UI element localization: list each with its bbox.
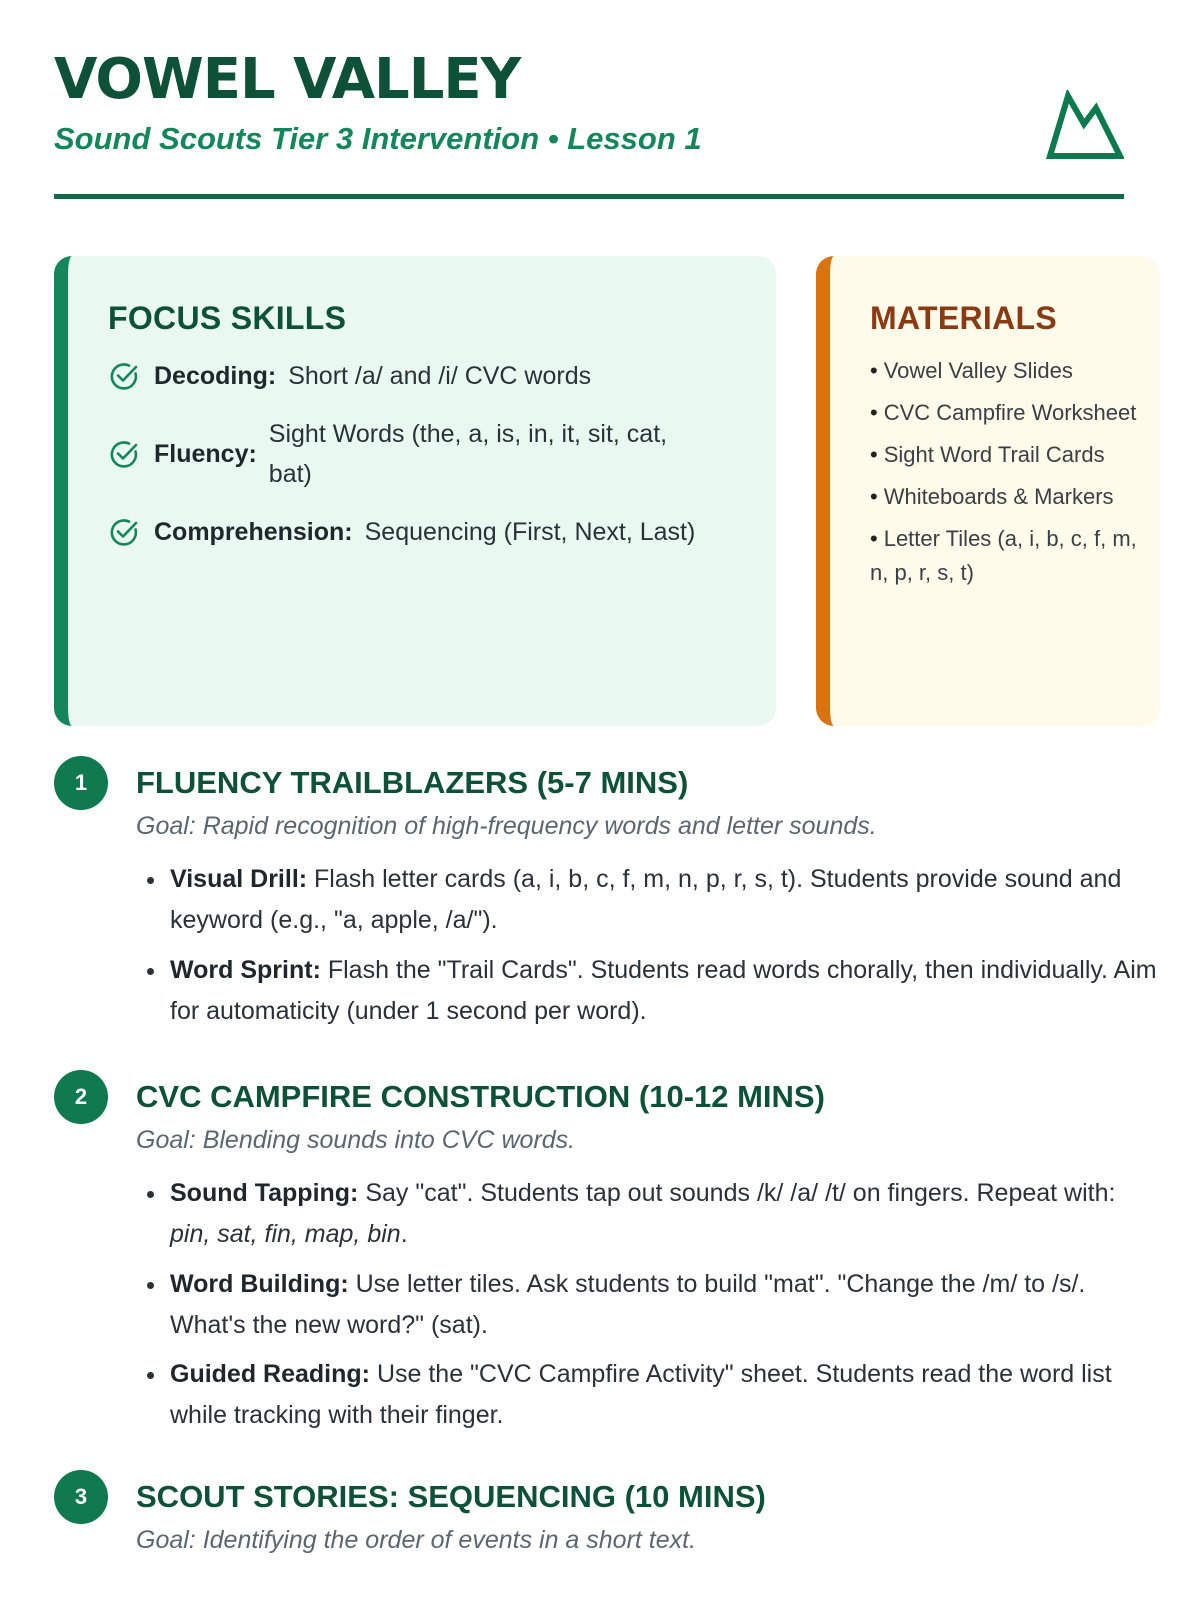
section-number-badge: 3 xyxy=(54,1470,108,1524)
section-title: CVC CAMPFIRE CONSTRUCTION (10-12 MINS) xyxy=(136,1079,825,1114)
materials-item: • Vowel Valley Slides xyxy=(870,354,1140,388)
bullet-item xyxy=(168,950,1160,1033)
header-divider xyxy=(54,194,1124,199)
check-circle-icon xyxy=(108,360,140,392)
bullet-label: Word Sprint: xyxy=(170,955,321,984)
bullet-item xyxy=(168,1354,1160,1437)
page-subtitle: Sound Scouts Tier 3 Intervention • Lesson 1 xyxy=(54,121,702,156)
section-number-badge: 2 xyxy=(54,1070,108,1124)
section-title: SCOUT STORIES: SEQUENCING (10 MINS) xyxy=(136,1479,766,1514)
focus-skills-title: FOCUS SKILLS xyxy=(108,300,347,336)
section-bullets xyxy=(136,859,1160,1032)
check-circle-icon xyxy=(108,516,140,548)
skill-item xyxy=(108,414,736,494)
lesson-section-2 xyxy=(54,1070,1160,1445)
header xyxy=(54,47,1124,156)
section-goal: Goal: Rapid recognition of high-frequency words and letter sounds. xyxy=(136,812,877,840)
section-goal: Goal: Identifying the order of events in a short text. xyxy=(136,1526,697,1554)
lesson-section-3 xyxy=(54,1470,1160,1555)
bullet-label: Visual Drill: xyxy=(170,865,308,893)
bullet-item xyxy=(168,1173,1160,1256)
bullet-text: Use the "CVC Campfire Activity" sheet. Students read the word list while tracking with their finger. xyxy=(170,1360,1112,1430)
skill-value: Short /a/ and /i/ CVC words xyxy=(288,362,592,390)
bullet-text-end: . xyxy=(400,1220,408,1249)
section-goal: Goal: Blending sounds into CVC words. xyxy=(136,1126,576,1154)
materials-title: MATERIALS xyxy=(870,300,1057,336)
materials-card xyxy=(816,256,1160,726)
bullet-label: Word Building: xyxy=(170,1269,349,1298)
bullet-text: Use letter tiles. Ask students to build "mat". "Change the /m/ to /s/. What's the new word?" (sat). xyxy=(170,1269,1086,1339)
bullet-text: Say "cat". Students tap out sounds /k/ /a/ /t/ on fingers. Repeat with: xyxy=(358,1179,1116,1207)
skill-item xyxy=(108,512,736,552)
bullet-text: Flash letter cards (a, i, b, c, f, m, n, p, r, s, t). Students provide sound and keyword (e.g., "a, apple, /a/"). xyxy=(170,865,1122,935)
lesson-section-1 xyxy=(54,756,1160,1040)
bullet-emphasis: pin, sat, fin, map, bin xyxy=(170,1220,401,1249)
section-title: FLUENCY TRAILBLAZERS (5-7 MINS) xyxy=(136,765,689,800)
check-circle-icon xyxy=(108,438,140,470)
focus-skills-list xyxy=(108,356,736,552)
skill-label: Decoding: xyxy=(154,361,277,390)
focus-skills-card xyxy=(54,256,776,726)
materials-list xyxy=(870,354,1140,591)
skill-label: Fluency: xyxy=(154,439,257,468)
skill-value: Sequencing (First, Next, Last) xyxy=(364,518,696,546)
materials-item: • Letter Tiles (a, i, b, c, f, m, n, p, r, s, t) xyxy=(870,522,1140,590)
materials-item: • Sight Word Trail Cards xyxy=(870,438,1140,472)
skill-label: Comprehension: xyxy=(154,517,353,546)
bullet-text: Flash the "Trail Cards". Students read words chorally, then individually. Aim for automaticity (under 1 second per word). xyxy=(170,955,1157,1025)
mountain-icon xyxy=(1046,90,1124,162)
page-title: VOWEL VALLEY xyxy=(54,47,521,112)
bullet-label: Guided Reading: xyxy=(170,1360,370,1388)
skill-value: Sight Words (the, a, is, in, it, sit, cat, bat) xyxy=(268,420,668,488)
section-number-badge: 1 xyxy=(54,756,108,810)
section-bullets xyxy=(136,1173,1160,1437)
bullet-item xyxy=(168,859,1160,942)
bullet-item xyxy=(168,1264,1160,1347)
bullet-label: Sound Tapping: xyxy=(170,1179,359,1207)
skill-item xyxy=(108,356,736,396)
materials-item: • CVC Campfire Worksheet xyxy=(870,396,1140,430)
materials-item: • Whiteboards & Markers xyxy=(870,480,1140,514)
